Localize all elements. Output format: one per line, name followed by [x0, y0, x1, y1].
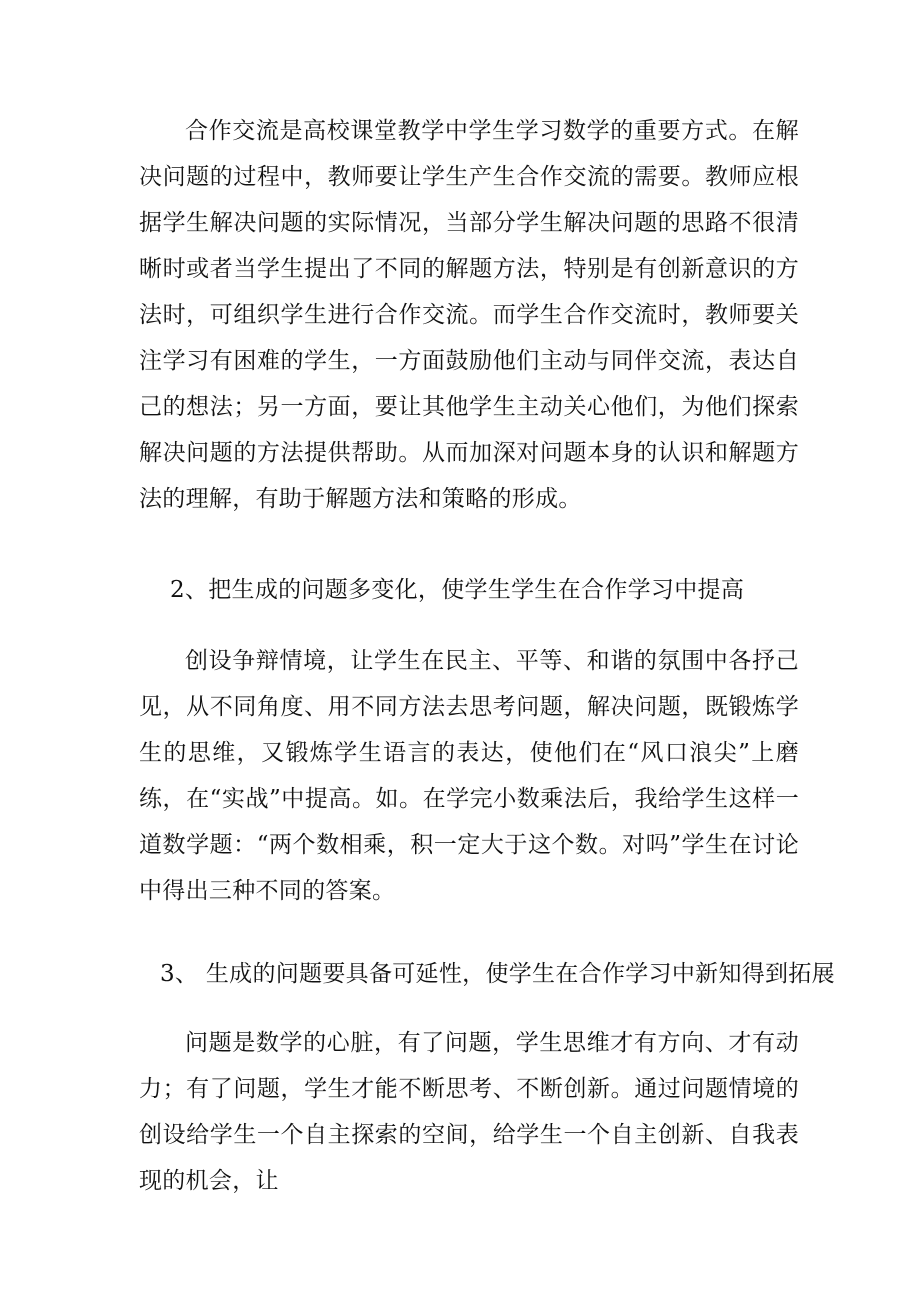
- section-heading-3: 3、 生成的问题要具备可延性，使学生在合作学习中新知得到拓展: [160, 961, 835, 987]
- paragraph-problem-heart: 问题是数学的心脏，有了问题，学生思维才有方向、才有动力；有了问题，学生才能不断思考、不断创新。通过问题情境的创设给学生一个自主探索的空间，给学生一个自主创新、自我表现的机会，让: [139, 1030, 799, 1194]
- section-heading-2: 2、把生成的问题多变化，使学生学生在合作学习中提高: [170, 577, 745, 603]
- paragraph-cooperative-learning: 合作交流是高校课堂教学中学生学习数学的重要方式。在解决问题的过程中，教师要让学生产生合作交流的需要。教师应根据学生解决问题的实际情况，当部分学生解决问题的思路不很清晰时或者当学生提出了不同的解题方法，特别是有创新意识的方法时，可组织学生进行合作交流。而学生合作交流时，教师要关注学习有困难的学生，一方面鼓励他们主动与同伴交流，表达自己的想法；另一方面，要让其他学生主动关心他们，为他们探索解决问题的方法提供帮助。从而加深对问题本身的认识和解题方法的理解，有助于解题方法和策略的形成。: [139, 118, 799, 512]
- paragraph-debate-scenario: 创设争辩情境，让学生在民主、平等、和谐的氛围中各抒己见，从不同角度、用不同方法去思考问题，解决问题，既锻炼学生的思维，又锻炼学生语言的表达，使他们在“风口浪尖”上磨练，在“实战”中提高。如。在学完小数乘法后，我给学生这样一道数学题：“两个数相乘，积一定大于这个数。对吗”学生在讨论中得出三种不同的答案。: [139, 648, 799, 904]
